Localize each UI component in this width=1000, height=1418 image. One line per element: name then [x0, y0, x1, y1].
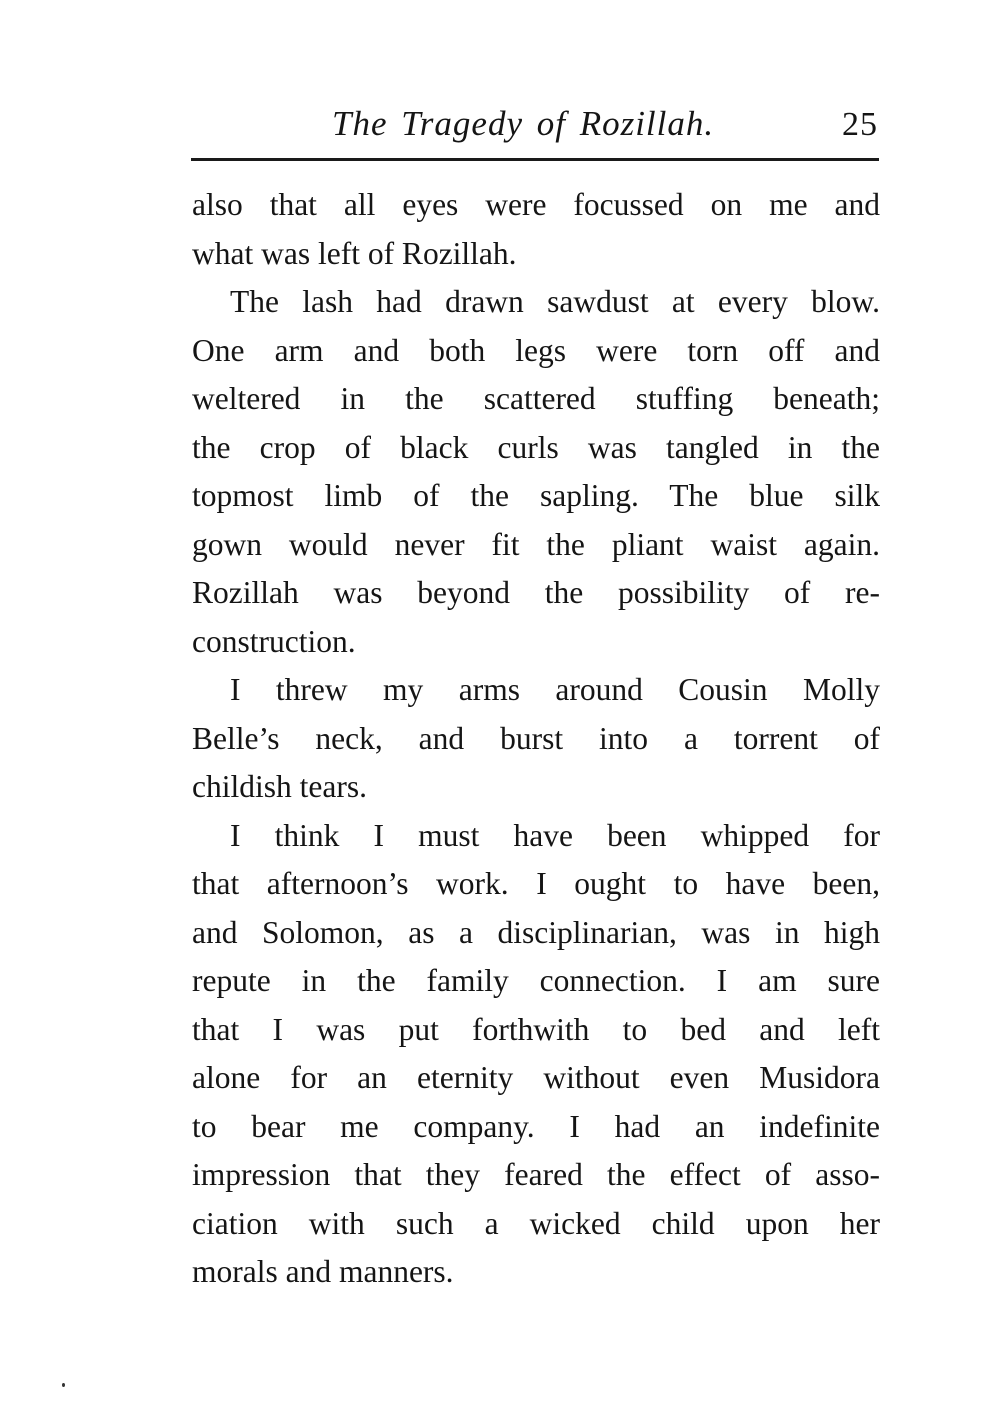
running-head-title: The Tragedy of Rozillah. [332, 104, 715, 143]
text-line: gown would never fit the pliant waist again. [192, 526, 880, 562]
text-line: to bear me company. I had an indefinite [192, 1108, 880, 1144]
text-line: I threw my arms around Cousin Molly [230, 672, 880, 707]
paragraph-3 [192, 666, 880, 812]
text-line: morals and manners. [192, 1254, 454, 1289]
text-line: Rozillah was beyond the possibility of re- [192, 575, 880, 610]
text-line: the crop of black curls was tangled in the [192, 429, 880, 465]
text-line: that afternoon’s work. I ought to have been, [192, 866, 880, 901]
text-line: what was left of Rozillah. [192, 235, 517, 271]
text-line: impression that they feared the effect of asso- [192, 1157, 880, 1192]
text-line: The lash had drawn sawdust at every blow. [230, 284, 880, 319]
body-text [192, 181, 880, 1297]
running-head [192, 104, 880, 148]
text-line: ciation with such a wicked child upon her [192, 1205, 880, 1241]
text-line: I think I must have been whipped for [230, 817, 880, 853]
text-line: and Solomon, as a disciplinarian, was in high [192, 914, 880, 950]
text-line: repute in the family connection. I am sure [192, 963, 880, 998]
paragraph-2 [192, 278, 880, 666]
text-line: One arm and both legs were torn off and [192, 332, 880, 368]
text-line: childish tears. [192, 769, 367, 804]
header-rule [191, 158, 879, 161]
paragraph-1 [192, 181, 880, 278]
text-line: construction. [192, 623, 356, 659]
print-speck [62, 1383, 65, 1387]
text-line: weltered in the scattered stuffing beneath; [192, 381, 880, 416]
text-line: also that all eyes were focussed on me and [192, 187, 880, 222]
text-line: Belle’s neck, and burst into a torrent of [192, 720, 880, 756]
text-line: alone for an eternity without even Musidora [192, 1060, 880, 1095]
paragraph-4 [192, 812, 880, 1297]
page-number: 25 [842, 106, 878, 143]
text-line: that I was put forthwith to bed and left [192, 1011, 880, 1047]
text-line: topmost limb of the sapling. The blue silk [192, 478, 880, 513]
